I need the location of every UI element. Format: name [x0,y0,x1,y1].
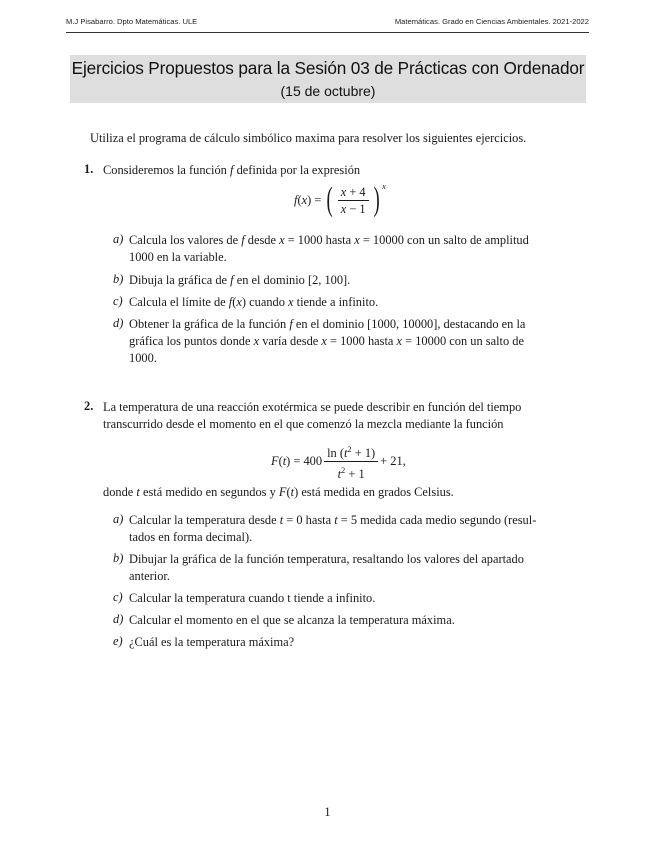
ex2-item-e-label: e) [113,634,123,648]
ex1-item-d-line3: 1000. [129,351,157,365]
ex1-item-c-text: Calcula el límite de f(x) cuando x tiende a infinito. [129,295,379,309]
exercise-2-units: donde t está medido en segundos y F(t) está medida en grados Celsius. [103,485,454,499]
ex1-item-a-label: a) [113,232,124,246]
exercise-1-statement: Consideremos la función f definida por la expresión [103,163,361,177]
exercise-1-formula: f(x) = ( $\frac{x + 4}{x - 1}$ ) $^x$ [294,181,386,218]
ex2-item-d-text: Calcular el momento en el que se alcanza la temperatura máxima. [129,613,455,627]
ex1-item-d-line2: gráfica los puntos donde x varía desde x = 1000 hasta x = 10000 con un salto de [129,334,524,348]
running-header [66,17,589,26]
exercise-2-number: 2. [84,399,94,413]
ex2-item-b-label: b) [113,551,124,565]
header-rule [66,32,589,33]
ex1-item-d-label: d) [113,316,124,330]
exercise-2-line2: transcurrido desde el momento en el que comenzó la mezcla mediante la función [103,417,504,431]
ex2-item-a-line2: tados en forma decimal). [129,530,253,544]
ex1-item-c-label: c) [113,294,123,308]
exercise-1-number: 1. [84,162,94,176]
header-course: Matemáticas. Grado en Ciencias Ambientales. 2021-2022 [394,17,589,26]
page-number: 1 [324,805,331,819]
ex2-item-c-text: Calcular la temperatura cuando t tiende a infinito. [129,591,376,605]
page-title: Ejercicios Propuestos para la Sesión 03 de Prácticas con Ordenador [71,58,585,78]
ex1-item-a-line1: Calcula los valores de f desde x = 1000 hasta x = 10000 con un salto de amplitud [129,233,529,247]
ex2-item-c-label: c) [113,590,123,604]
header-author: M.J Pisabarro. Dpto Matemáticas. ULE [66,17,198,26]
ex2-item-e-text: ¿Cuál es la temperatura máxima? [129,635,295,649]
page-date: (15 de octubre) [280,83,376,99]
exercise-2-line1: La temperatura de una reacción exotérmica se puede describir en función del tiempo [103,400,522,414]
ex1-item-b-text: Dibuja la gráfica de f en el dominio [2, 100]. [129,273,351,287]
intro-text: Utiliza el programa de cálculo simbólico maxima para resolver los siguientes ejercicios. [90,131,527,145]
ex2-item-b-line2: anterior. [129,569,170,583]
ex2-item-a-label: a) [113,512,124,526]
ex2-item-d-label: d) [113,612,124,626]
ex1-item-d-line1: Obtener la gráfica de la función f en el dominio [1000, 10000], destacando en la [129,317,526,331]
exercise-2-formula: F(t) = 400 $\frac{\ln (t^2 + 1)}{t^2 + 1}$ + 21, [271,444,406,482]
title-box [70,55,586,103]
ex1-item-a-line2: 1000 en la variable. [129,250,227,264]
ex1-item-b-label: b) [113,272,124,286]
ex2-item-a-line1: Calcular la temperatura desde t = 0 hasta t = 5 medida cada medio segundo (resul- [129,513,537,527]
ex2-item-b-line1: Dibujar la gráfica de la función temperatura, resaltando los valores del apartado [129,552,524,566]
